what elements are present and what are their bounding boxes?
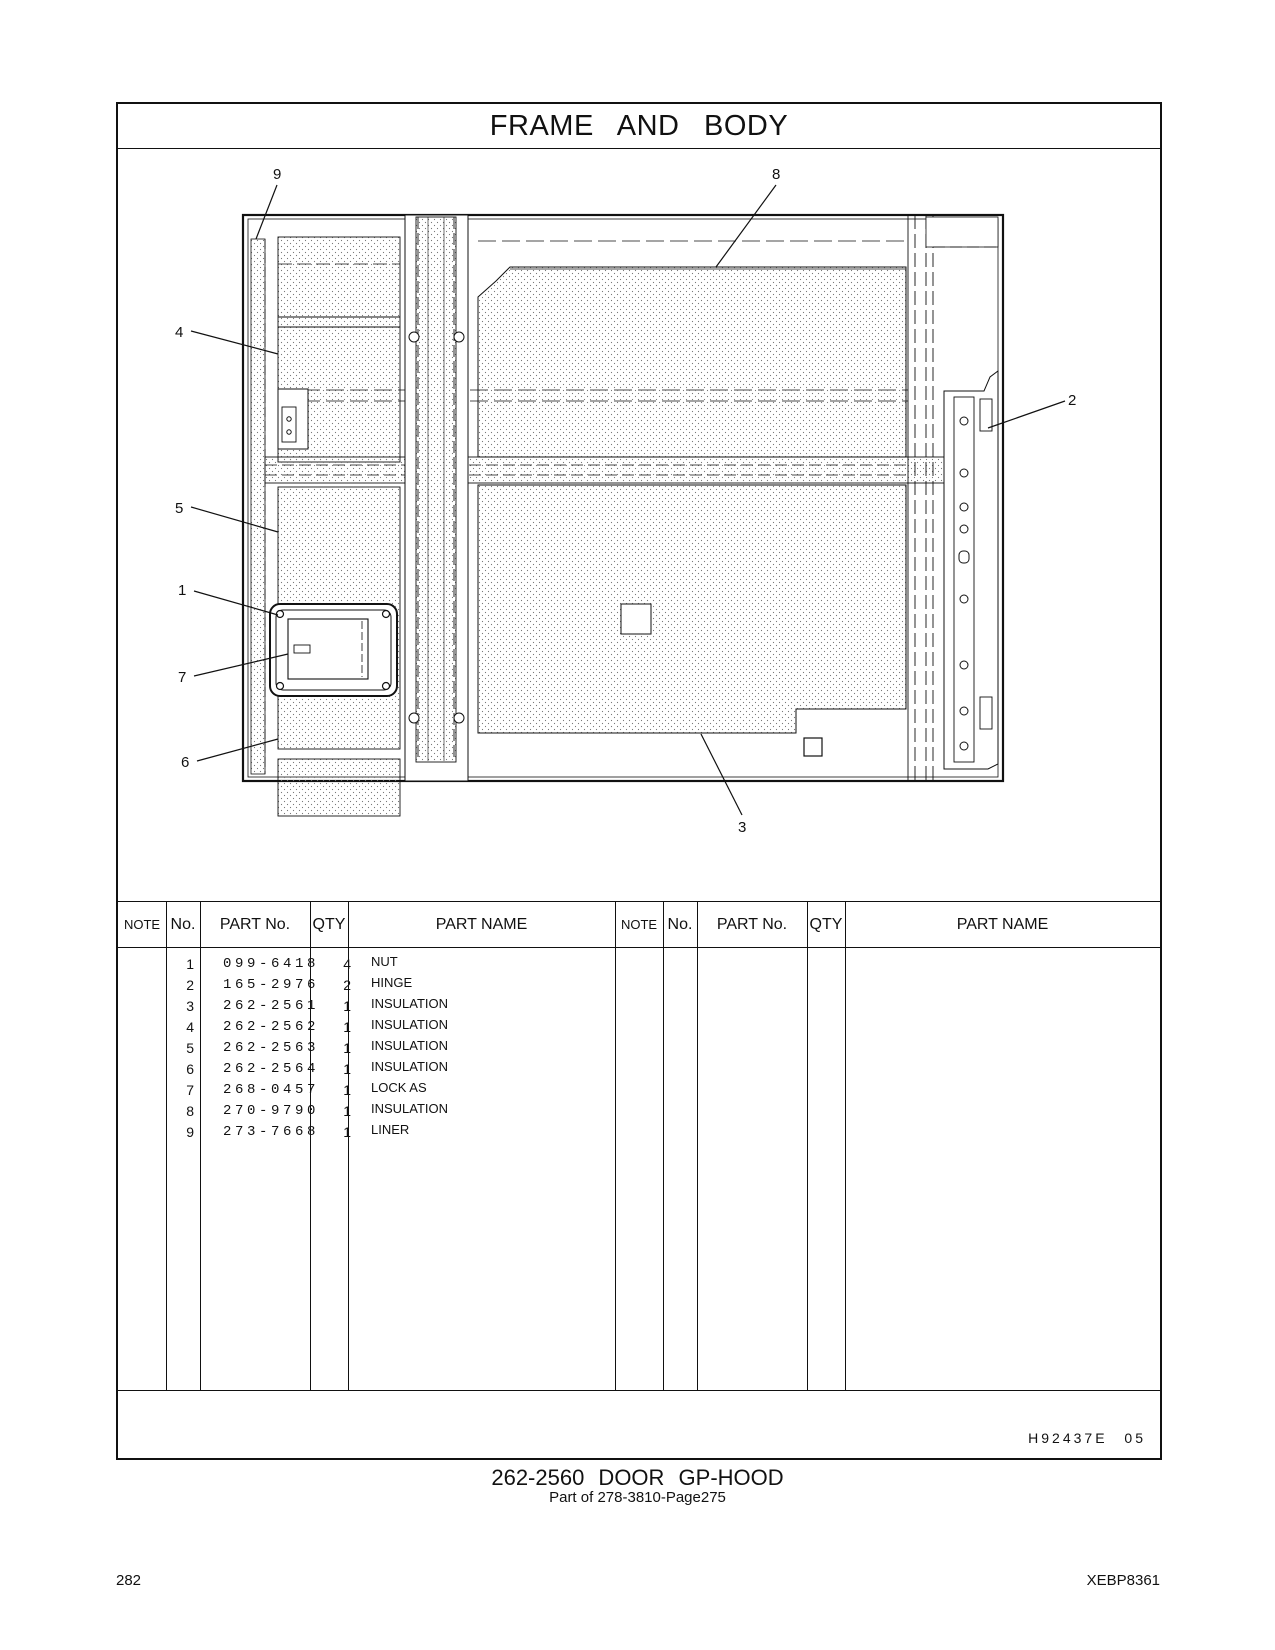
row-part-no: 262-2561 — [222, 998, 319, 1014]
row-qty: 1 — [343, 998, 351, 1014]
header-part-no-right: PART No. — [716, 915, 788, 933]
row-part-name: HINGE — [371, 975, 413, 990]
caption — [0, 1465, 1275, 1506]
liner-strip — [251, 239, 265, 774]
exploded-view-drawing — [118, 149, 1160, 901]
row-part-name: INSULATION — [371, 1038, 449, 1053]
callout-8: 8 — [772, 166, 781, 183]
callout-6: 6 — [181, 754, 190, 771]
row-part-no: 262-2562 — [222, 1019, 319, 1035]
row-no: 8 — [186, 1103, 194, 1119]
row-no: 3 — [186, 998, 194, 1014]
row-qty: 1 — [343, 1019, 351, 1035]
callout-2: 2 — [1068, 392, 1077, 409]
illustration-code: H92437E 05 — [1028, 1430, 1146, 1446]
row-part-no: 099-6418 — [222, 956, 319, 972]
header-part-name: PART NAME — [435, 915, 528, 933]
row-part-name: LOCK AS — [371, 1080, 427, 1095]
page-frame — [116, 102, 1162, 1460]
parts-table — [118, 901, 1160, 1391]
row-part-name: LINER — [371, 1122, 410, 1137]
row-part-name: NUT — [371, 954, 398, 969]
callout-9: 9 — [273, 166, 282, 183]
row-part-no: 268-0457 — [222, 1082, 319, 1098]
row-qty: 1 — [343, 1040, 351, 1056]
header-part-no: PART No. — [219, 915, 291, 933]
header-no: No. — [170, 915, 196, 933]
insulation-3 — [478, 485, 906, 733]
table-row — [118, 977, 1160, 999]
row-no: 9 — [186, 1124, 194, 1140]
row-qty: 2 — [343, 977, 351, 993]
table-row — [118, 1082, 1160, 1104]
document-code: XEBP8361 — [1086, 1572, 1160, 1589]
row-qty: 1 — [343, 1124, 351, 1140]
title-bar — [118, 104, 1160, 149]
table-row — [118, 1124, 1160, 1146]
header-qty: QTY — [312, 915, 346, 933]
row-part-name: INSULATION — [371, 1101, 449, 1116]
row-no: 5 — [186, 1040, 194, 1056]
caption-title: 262-2560 DOOR GP-HOOD — [491, 1465, 784, 1490]
row-no: 4 — [186, 1019, 194, 1035]
callout-1: 1 — [178, 582, 187, 599]
row-part-name: INSULATION — [371, 1017, 449, 1032]
callout-5: 5 — [175, 500, 184, 517]
table-row — [118, 1019, 1160, 1041]
row-part-no: 273-7668 — [222, 1124, 319, 1140]
table-row — [118, 956, 1160, 978]
insulation-6 — [278, 759, 400, 816]
row-part-no: 270-9790 — [222, 1103, 319, 1119]
header-part-name-right: PART NAME — [956, 915, 1049, 933]
row-qty: 4 — [343, 956, 351, 972]
row-part-name: INSULATION — [371, 1059, 449, 1074]
row-qty: 1 — [343, 1103, 351, 1119]
row-part-no: 165-2976 — [222, 977, 319, 993]
header-no-right: No. — [667, 915, 693, 933]
row-no: 6 — [186, 1061, 194, 1077]
row-qty: 1 — [343, 1061, 351, 1077]
header-note-right: NOTE — [620, 917, 658, 932]
caption-subtitle: Part of 278-3810-Page275 — [549, 1489, 726, 1506]
row-part-no: 262-2563 — [222, 1040, 319, 1056]
illustration-code-row — [118, 1391, 1160, 1458]
table-row — [118, 1040, 1160, 1062]
callout-4: 4 — [175, 324, 184, 341]
header-qty-right: QTY — [809, 915, 843, 933]
row-no: 2 — [186, 977, 194, 993]
row-part-no: 262-2564 — [222, 1061, 319, 1077]
page-number: 282 — [116, 1572, 142, 1589]
callout-7: 7 — [178, 669, 187, 686]
table-row — [118, 1061, 1160, 1083]
header-note: NOTE — [123, 917, 161, 932]
row-part-name: INSULATION — [371, 996, 449, 1011]
row-no: 1 — [186, 956, 194, 972]
page-title: FRAME AND BODY — [489, 109, 789, 142]
insulation-8 — [478, 267, 906, 457]
row-no: 7 — [186, 1082, 194, 1098]
table-row — [118, 1103, 1160, 1125]
table-row — [118, 998, 1160, 1020]
callout-3: 3 — [738, 819, 747, 836]
row-qty: 1 — [343, 1082, 351, 1098]
